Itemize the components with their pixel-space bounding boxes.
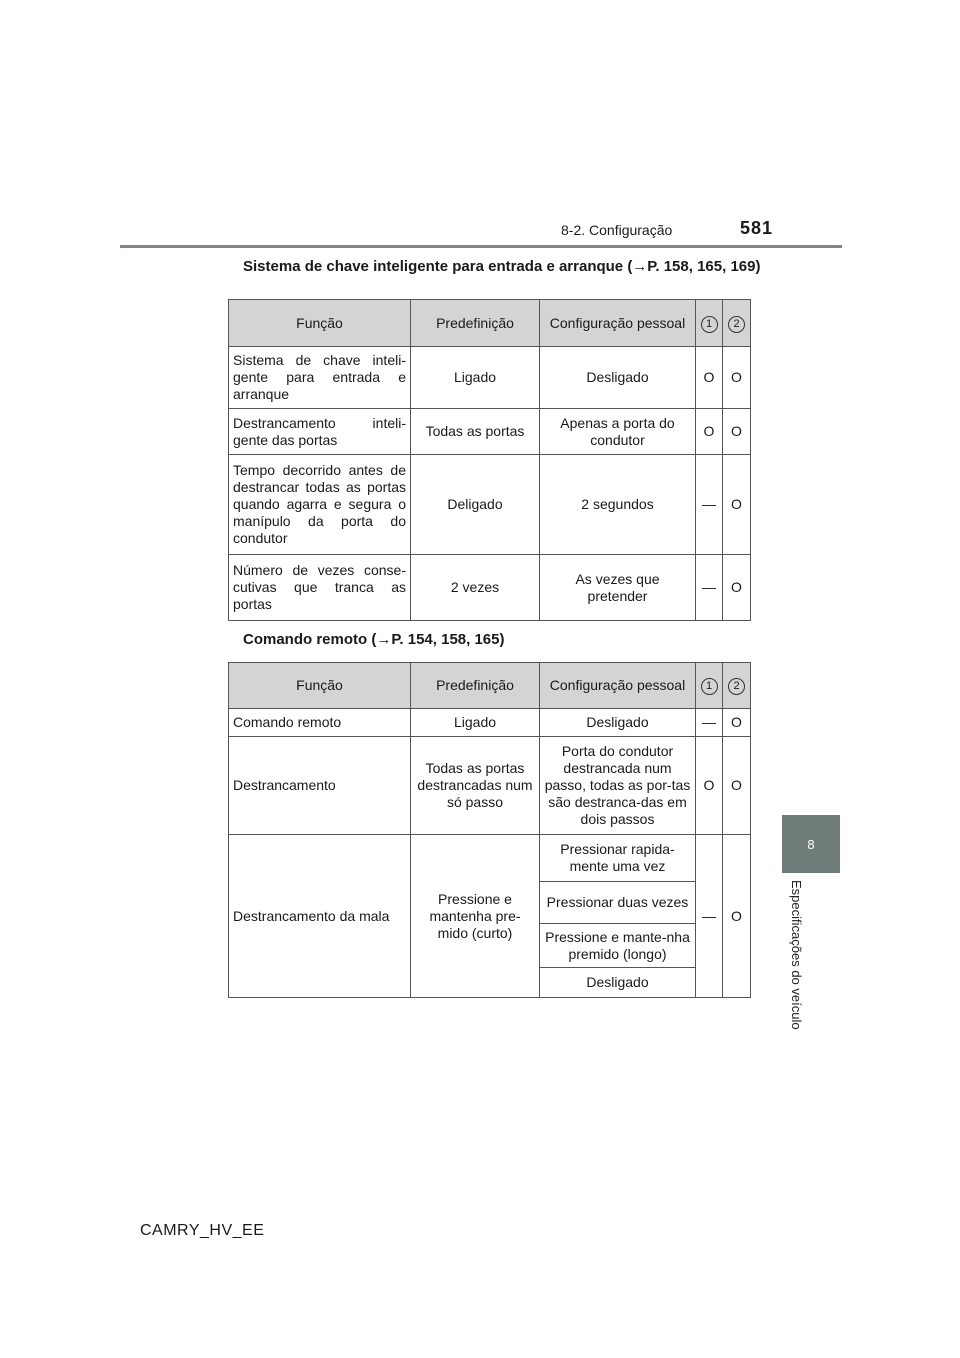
- table-row: [229, 455, 751, 555]
- table-row: [229, 737, 751, 835]
- table-cell: —: [696, 709, 723, 737]
- column-header: Configuração pessoal: [540, 663, 696, 709]
- section2-title: Comando remoto (→P. 154, 158, 165): [243, 631, 505, 648]
- table-cell: Sistema de chave inteli-gente para entrada e arranque: [229, 347, 411, 409]
- table-cell: Desligado: [540, 709, 696, 737]
- table-cell: Deligado: [411, 455, 540, 555]
- table-cell: Tempo decorrido antes de destrancar todas as portas quando agarra e segura o manípulo da porta do condutor: [229, 455, 411, 555]
- header-rule: [120, 245, 842, 248]
- table-row: [229, 409, 751, 455]
- table-cell: 2 segundos: [540, 455, 696, 555]
- table-cell: Destrancamento inteli-gente das portas: [229, 409, 411, 455]
- table-cell: —: [696, 555, 723, 621]
- table-header-row: [229, 663, 751, 709]
- column-header: Configuração pessoal: [540, 300, 696, 347]
- table-cell: O: [723, 737, 751, 835]
- chapter-tab-label: Especificações do veículo: [789, 880, 804, 1030]
- table-cell: As vezes que pretender: [540, 555, 696, 621]
- table-cell: Destrancamento: [229, 737, 411, 835]
- table-cell: Desligado: [540, 968, 696, 998]
- table-cell: O: [696, 347, 723, 409]
- table-cell: Ligado: [411, 709, 540, 737]
- table-cell: Número de vezes conse-cutivas que tranca as portas: [229, 555, 411, 621]
- footer-model-code: CAMRY_HV_EE: [140, 1222, 265, 1239]
- table-cell: Todas as portas destrancadas num só passo: [411, 737, 540, 835]
- table-cell: Destrancamento da mala: [229, 835, 411, 998]
- section2-table: [228, 662, 751, 998]
- table-cell: 2 vezes: [411, 555, 540, 621]
- column-header: [723, 663, 751, 709]
- table-row: [229, 347, 751, 409]
- column-header: [696, 663, 723, 709]
- section1-table: [228, 299, 751, 621]
- table-cell: O: [723, 555, 751, 621]
- table-cell: Pressione e mantenha pre-mido (curto): [411, 835, 540, 998]
- circled-1-icon: 1: [701, 316, 718, 333]
- table-cell: Comando remoto: [229, 709, 411, 737]
- table-cell: O: [723, 835, 751, 998]
- section1-title: Sistema de chave inteligente para entrada e arranque (→P. 158, 165, 169): [243, 258, 761, 275]
- table-cell: Pressionar duas vezes: [540, 882, 696, 924]
- chapter-tab: 8: [782, 815, 840, 873]
- table-cell: O: [696, 737, 723, 835]
- table-cell: Pressionar rapida-mente uma vez: [540, 835, 696, 882]
- circled-2-icon: 2: [728, 678, 745, 695]
- table-cell: Todas as portas: [411, 409, 540, 455]
- table-cell: —: [696, 455, 723, 555]
- table-cell: O: [723, 455, 751, 555]
- column-header: Função: [229, 663, 411, 709]
- column-header: Predefinição: [411, 300, 540, 347]
- page-number: 581: [740, 218, 774, 238]
- header-section: 8-2. Configuração: [561, 222, 673, 238]
- table-cell: Porta do condutor destrancada num passo, todas as por-tas são destranca-das em dois passos: [540, 737, 696, 835]
- circled-2-icon: 2: [728, 316, 745, 333]
- table-cell: Ligado: [411, 347, 540, 409]
- column-header: Predefinição: [411, 663, 540, 709]
- column-header: Função: [229, 300, 411, 347]
- table-cell: Pressione e mante-nha premido (longo): [540, 924, 696, 968]
- column-header: [723, 300, 751, 347]
- table-cell: O: [723, 347, 751, 409]
- column-header: [696, 300, 723, 347]
- table-cell: O: [696, 409, 723, 455]
- table-cell: O: [723, 409, 751, 455]
- table-cell: Apenas a porta do condutor: [540, 409, 696, 455]
- table-row: [229, 835, 751, 882]
- table-cell: O: [723, 709, 751, 737]
- table-row: [229, 709, 751, 737]
- table-cell: —: [696, 835, 723, 998]
- table-cell: Desligado: [540, 347, 696, 409]
- table-header-row: [229, 300, 751, 347]
- circled-1-icon: 1: [701, 678, 718, 695]
- table-row: [229, 555, 751, 621]
